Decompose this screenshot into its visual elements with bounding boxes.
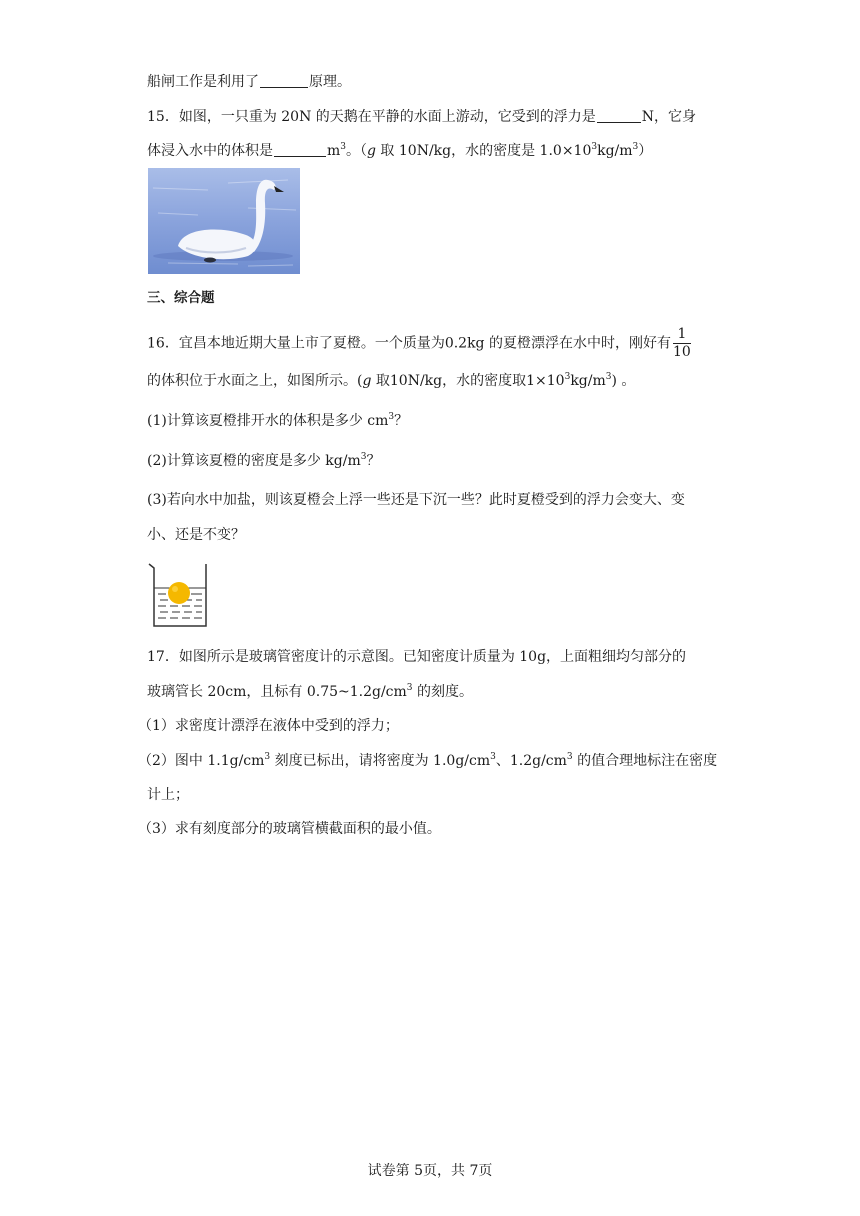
q16-line1 bbox=[147, 326, 691, 361]
q17-sub2-line2: 计上； bbox=[147, 787, 189, 803]
q16-text: ？ bbox=[366, 453, 381, 469]
q16-sub3-line2: 小、还是不变？ bbox=[147, 527, 245, 543]
swan-image bbox=[148, 168, 300, 274]
q16-text: (1)计算该夏橙排开水的体积是多少 cm bbox=[147, 413, 389, 429]
fraction bbox=[673, 326, 691, 361]
answer-blank bbox=[274, 142, 326, 157]
q17-sub1: （1）求密度计漂浮在液体中受到的浮力； bbox=[138, 718, 399, 734]
q15-line1 bbox=[147, 107, 696, 127]
q17-text: 、1.2g/cm bbox=[495, 753, 567, 769]
q16-line2 bbox=[147, 371, 635, 391]
q15-text: ） bbox=[638, 143, 653, 159]
swan-photo-icon bbox=[148, 168, 300, 274]
superscript: 3 bbox=[388, 412, 395, 422]
fraction-denominator: 10 bbox=[672, 344, 691, 360]
superscript: 3 bbox=[605, 372, 612, 382]
q17-sub3: （3）求有刻度部分的玻璃管横截面积的最小值。 bbox=[138, 821, 441, 837]
superscript: 3 bbox=[340, 142, 347, 152]
q16-sub2 bbox=[147, 451, 380, 471]
q16-text: 的体积位于水面之上，如图所示。( bbox=[147, 373, 363, 389]
superscript: 3 bbox=[632, 142, 639, 152]
section-title: 三、综合题 bbox=[147, 290, 215, 306]
q16-text: 16．宜昌本地近期大量上市了夏橙。一个质量为0.2kg 的夏橙漂浮在水中时，刚好有 bbox=[147, 335, 671, 352]
q16-sub3-line1: (3)若向水中加盐，则该夏橙会上浮一些还是下沉一些？此时夏橙受到的浮力会变大、变 bbox=[147, 492, 685, 508]
superscript: 3 bbox=[591, 142, 598, 152]
q17-text: 刻度已标出，请将密度为 1.0g/cm bbox=[270, 753, 491, 769]
superscript: 3 bbox=[564, 372, 571, 382]
symbol-g: g bbox=[367, 143, 376, 159]
q16-text: ) 。 bbox=[611, 373, 636, 389]
q17-line2: 玻璃管长 20cm，且标有 $0.75\sim 1.2g/cm^3$ 的刻度。 bbox=[147, 683, 473, 700]
q17-text: 的刻度。 bbox=[412, 684, 473, 700]
q16-text: 取10N/kg，水的密度取1×10 bbox=[371, 373, 565, 389]
orange-fruit bbox=[168, 582, 190, 604]
q17-text: （2）图中 1.1g/cm bbox=[138, 753, 265, 769]
q15-line2 bbox=[147, 141, 652, 161]
q16-text: (2)计算该夏橙的密度是多少 kg/m bbox=[147, 453, 361, 469]
answer-blank bbox=[260, 73, 308, 88]
q15-text: 如图，一只重为 20N 的天鹅在平静的水面上游动，它受到的浮力是 bbox=[178, 109, 596, 125]
question-number: 15． bbox=[147, 109, 179, 125]
q15-text: N，它身 bbox=[641, 109, 697, 125]
q14-tail bbox=[147, 72, 351, 92]
superscript: 3 bbox=[360, 452, 367, 462]
unit: m bbox=[327, 143, 341, 159]
q16-text: kg/m bbox=[570, 373, 606, 389]
symbol-g: g bbox=[362, 373, 372, 389]
fraction-numerator: 1 bbox=[673, 326, 691, 344]
q14-text-after: 原理。 bbox=[309, 74, 351, 90]
q14-text-before: 船闸工作是利用了 bbox=[147, 74, 259, 90]
q15-text: 体浸入水中的体积是 bbox=[147, 143, 273, 159]
q17-text: 玻璃管长 20cm，且标有 0.75~1.2g/cm bbox=[147, 684, 407, 700]
q17-line1: 17．如图所示是玻璃管密度计的示意图。已知密度计质量为 10g，上面粗细均匀部分的 bbox=[147, 649, 687, 665]
answer-blank bbox=[597, 108, 641, 123]
beaker-image bbox=[146, 560, 212, 630]
q15-text: 。（ bbox=[346, 143, 368, 159]
page-footer: 试卷第 5页，共 7页 bbox=[367, 1163, 493, 1179]
q15-text: kg/m bbox=[597, 143, 633, 159]
q17-sub2-line1: （2）图中 $1.1g/cm^3$ 刻度已标出，请将密度为 $1.0g/cm^3$、$1.2g/cm^3$ 的值合理地标注在密度 bbox=[138, 752, 718, 769]
q17-text: 的值合理地标注在密度 bbox=[572, 753, 718, 769]
beaker-orange-icon bbox=[146, 560, 212, 630]
q16-sub1 bbox=[147, 411, 408, 431]
q16-text: ？ bbox=[394, 413, 409, 429]
q15-text: 取 10N/kg，水的密度是 1.0×10 bbox=[375, 143, 592, 159]
